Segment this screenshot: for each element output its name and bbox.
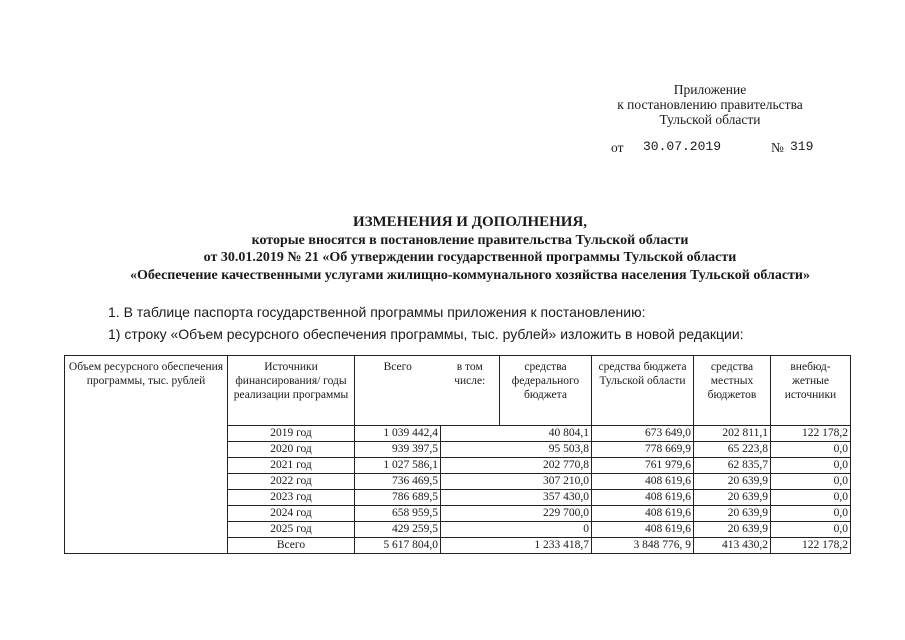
year-cell: 2025 год [228,522,355,538]
table-header-row [65,356,851,426]
federal-cell: 307 210,0 [441,474,592,490]
regional-cell: 408 619,6 [592,506,694,522]
federal-cell: 95 503,8 [441,442,592,458]
regional-cell: 3 848 776, 9 [592,538,694,554]
extra-cell: 0,0 [771,458,851,474]
number-label: № [771,140,784,155]
header-incl: в том числе: [441,356,500,426]
year-cell: 2024 год [228,506,355,522]
total-cell: 786 689,5 [355,490,441,506]
total-cell: 5 617 804,0 [355,538,441,554]
regional-cell: 673 649,0 [592,426,694,442]
title-line-1: ИЗМЕНЕНИЯ И ДОПОЛНЕНИЯ, [352,214,588,230]
resolution-number: 319 [790,139,814,154]
extra-cell: 0,0 [771,506,851,522]
local-cell: 20 639,9 [694,490,771,506]
year-cell: 2019 год [228,426,355,442]
federal-cell: 229 700,0 [441,506,592,522]
local-cell: 20 639,9 [694,522,771,538]
federal-cell: 0 [441,522,592,538]
header-extra: внебюд-жетные источники [771,356,851,426]
regional-cell: 761 979,6 [592,458,694,474]
annex-line-1: Приложение [673,82,747,97]
paragraph-1: 1. В таблице паспорта государственной программы приложения к постановлению: [108,304,646,320]
local-cell: 202 811,1 [694,426,771,442]
year-cell: 2020 год [228,442,355,458]
federal-cell: 357 430,0 [441,490,592,506]
federal-cell: 1 233 418,7 [441,538,592,554]
total-cell: 429 259,5 [355,522,441,538]
resolution-date: 30.07.2019 [643,139,722,154]
federal-cell: 40 804,1 [441,426,592,442]
regional-cell: 778 669,9 [592,442,694,458]
annex-block [560,82,860,127]
extra-cell: 122 178,2 [771,426,851,442]
row-label-cell: Объем ресурсного обеспечения программы, тыс. рублей [65,356,228,554]
total-cell: 939 397,5 [355,442,441,458]
annex-line-3: Тульской области [659,112,761,127]
regional-cell: 408 619,6 [592,522,694,538]
year-cell: Всего [228,538,355,554]
date-label: от [611,140,624,155]
paragraph-2: 1) строку «Объем ресурсного обеспечения программы, тыс. рублей» изложить в новой редакции: [108,326,744,342]
annex-line-2: к постановлению правительства [617,97,803,112]
year-cell: 2023 год [228,490,355,506]
regional-cell: 408 619,6 [592,490,694,506]
local-cell: 20 639,9 [694,474,771,490]
local-cell: 20 639,9 [694,506,771,522]
header-local: средства местных бюджетов [694,356,771,426]
total-cell: 1 039 442,4 [355,426,441,442]
extra-cell: 0,0 [771,490,851,506]
funding-table [64,355,851,554]
extra-cell: 122 178,2 [771,538,851,554]
year-cell: 2022 год [228,474,355,490]
header-federal: средства федерального бюджета [500,356,592,426]
total-cell: 736 469,5 [355,474,441,490]
header-total: Всего [355,356,441,426]
title-line-2: которые вносятся в постановление правительства Тульской области [251,232,689,248]
total-cell: 1 027 586,1 [355,458,441,474]
extra-cell: 0,0 [771,442,851,458]
local-cell: 413 430,2 [694,538,771,554]
title-line-4: «Обеспечение качественными услугами жилищно-коммунального хозяйства населения Тульской области» [130,267,810,283]
header-regional: средства бюджета Тульской области [592,356,694,426]
document-title [40,214,900,284]
year-cell: 2021 год [228,458,355,474]
local-cell: 62 835,7 [694,458,771,474]
header-source: Источники финансирования/ годы реализации программы [228,356,355,426]
title-line-3: от 30.01.2019 № 21 «Об утверждении государственной программы Тульской области [203,250,737,265]
federal-cell: 202 770,8 [441,458,592,474]
regional-cell: 408 619,6 [592,474,694,490]
total-cell: 658 959,5 [355,506,441,522]
extra-cell: 0,0 [771,522,851,538]
extra-cell: 0,0 [771,474,851,490]
local-cell: 65 223,8 [694,442,771,458]
